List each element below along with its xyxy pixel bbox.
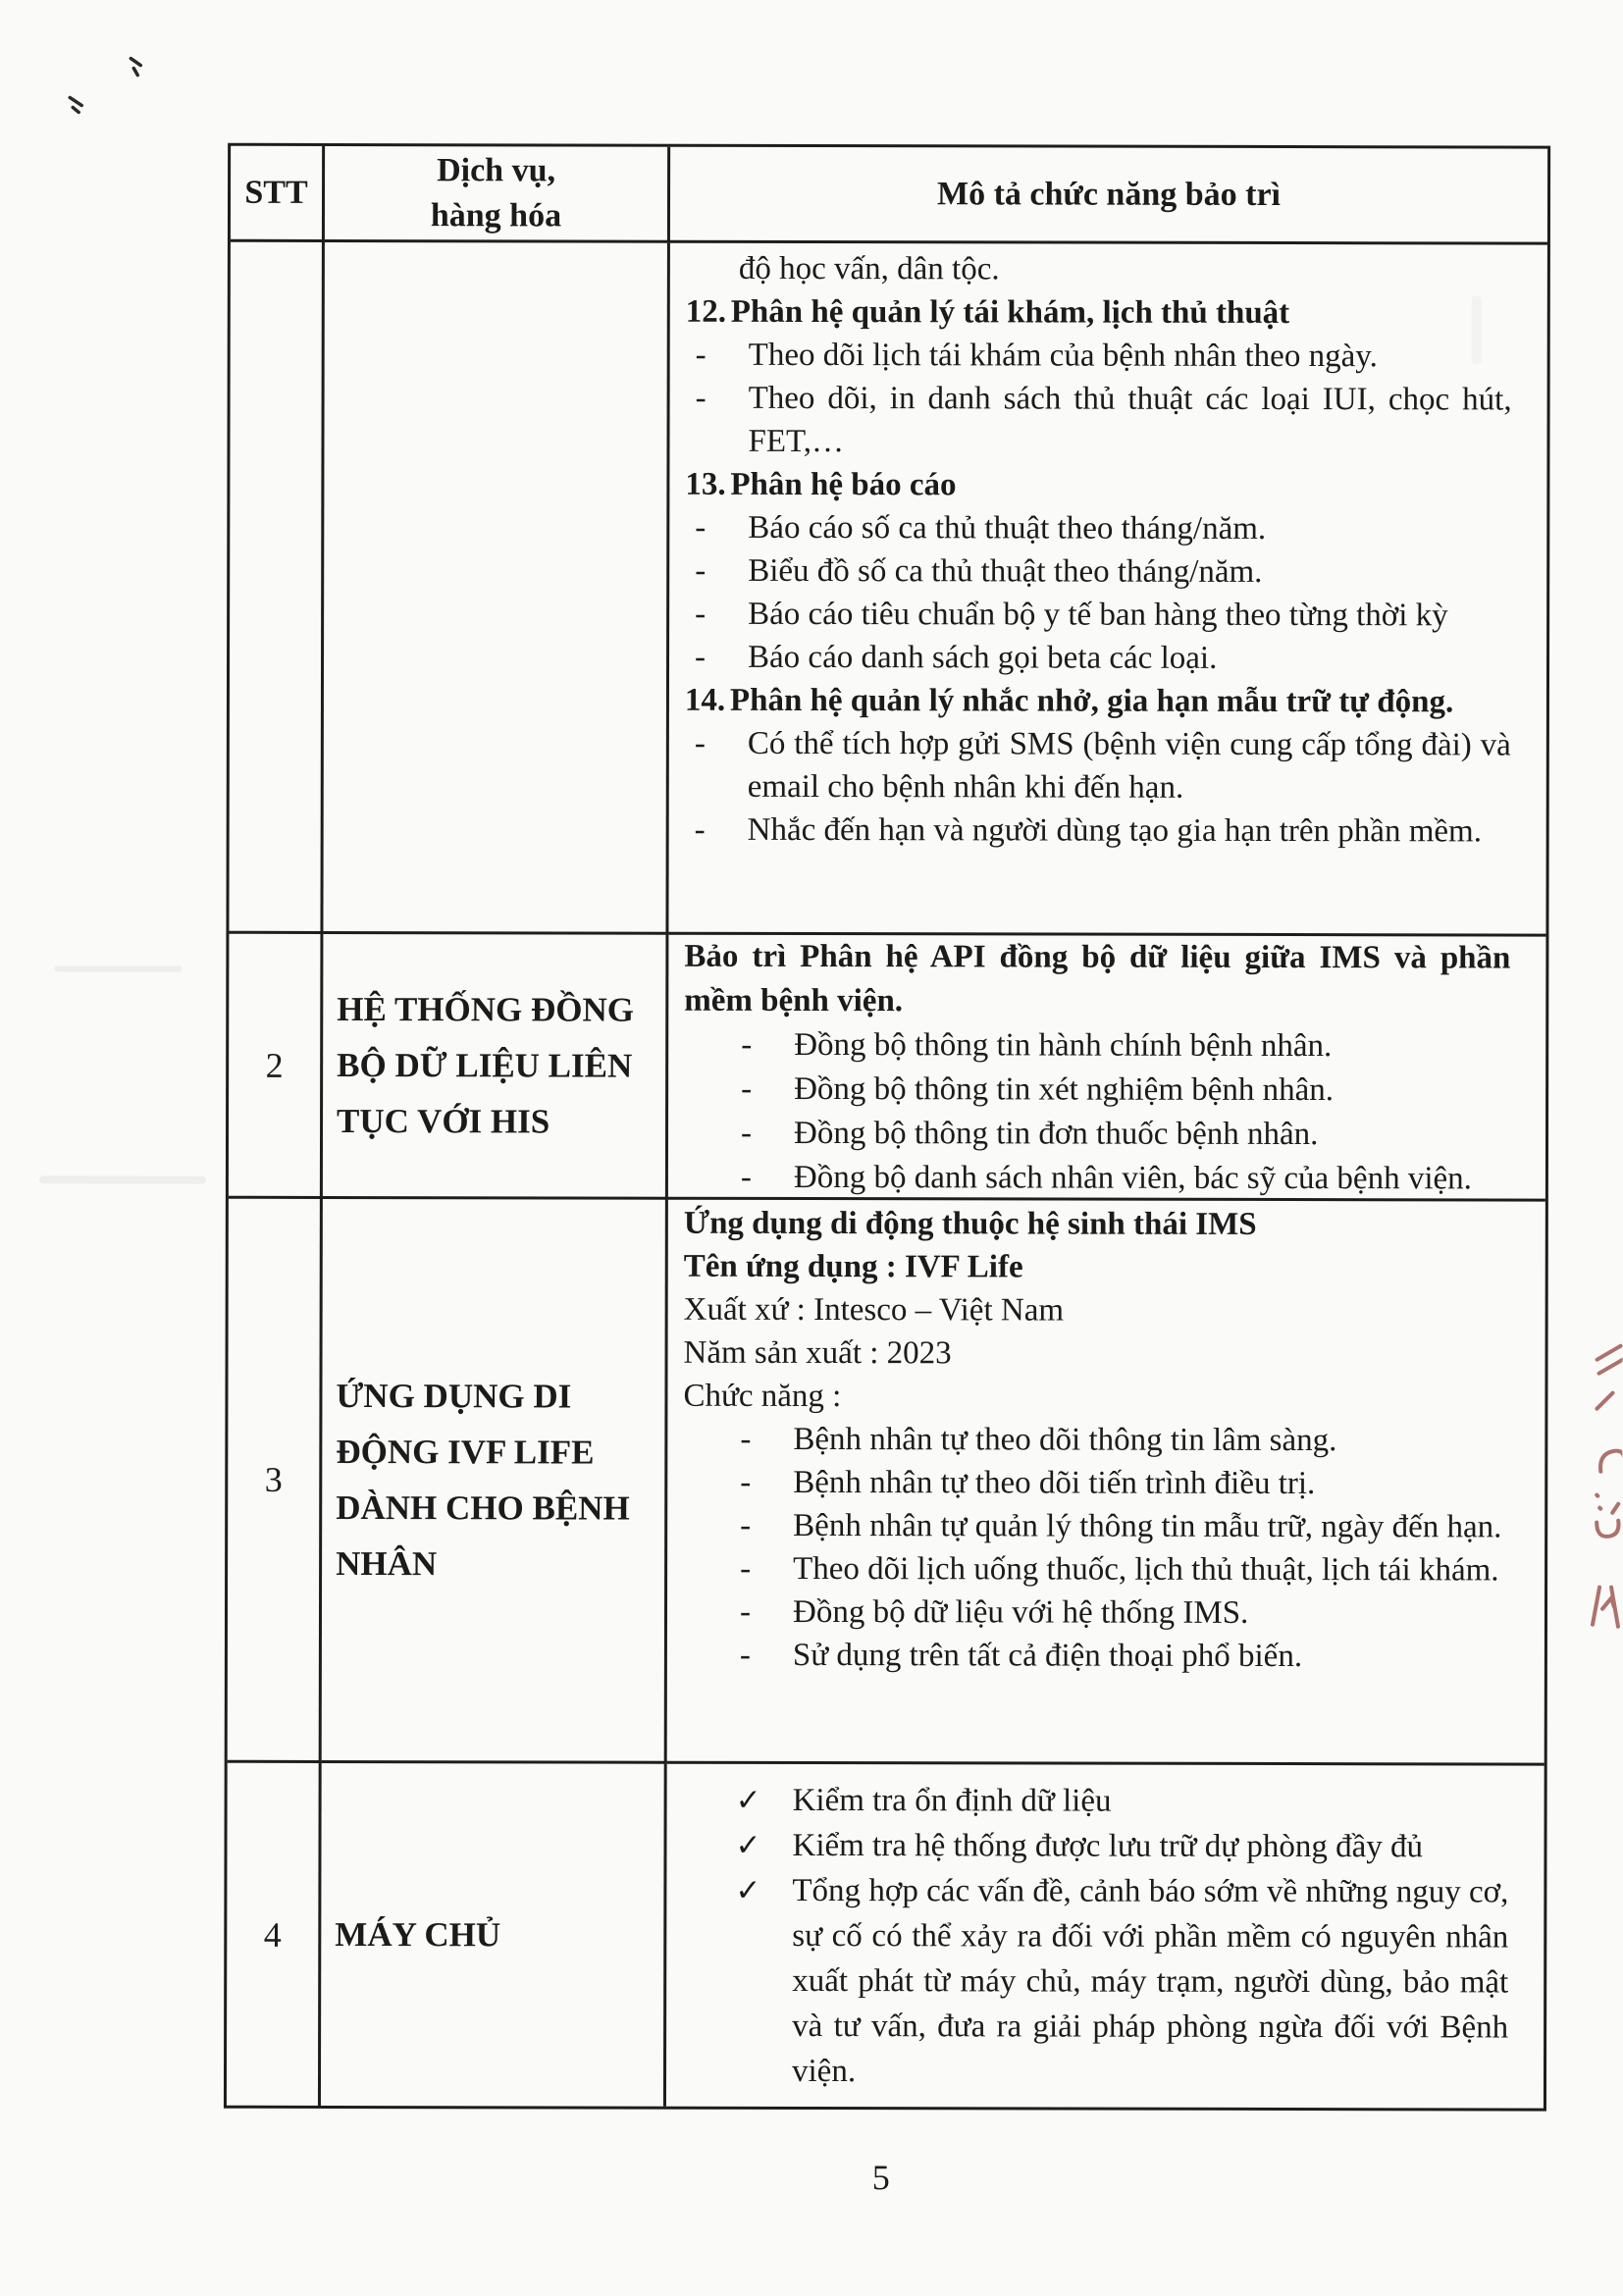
bullet-text: Nhắc đến hạn và người dùng tạo gia hạn trên phần mềm. [747,811,1483,850]
desc-check-item [682,1868,1508,2096]
row3-stt: 3 [264,1459,283,1499]
bullet-text: Báo cáo tiêu chuẩn bộ y tế ban hàng theo từng thời kỳ [748,596,1448,634]
maintenance-service-table [224,143,1550,2112]
dash-bullet-icon: - [694,811,706,848]
dash-bullet-icon: - [740,1507,752,1543]
check-item-text: Tổng hợp các vấn đề, cảnh báo sớm về những nguy cơ, sự cố có thể xảy ra đối với phần mềm có nguyên nhân xuất phát từ máy chủ, máy trạm, người dùng, bảo mật và tư vấn, đưa ra giải pháp phòng ngừa đối với Bệnh viện. [791,1872,1509,2090]
desc-line: độ học vấn, dân tộc. [738,250,1000,287]
bullet-text: Sử dụng trên tất cả điện thoại phổ biến. [792,1637,1303,1675]
desc-intro-line: Ứng dụng di động thuộc hệ sinh thái IMS [683,1205,1257,1242]
row2-stt-cell [229,934,324,1199]
dash-bullet-icon: - [740,1159,752,1195]
desc-intro-line: Xuất xứ : Intesco – Việt Nam [683,1291,1065,1329]
scan-speck [56,42,164,116]
desc-bullet [685,549,1511,595]
row2-service-cell [323,934,669,1200]
dash-bullet-icon: - [694,725,706,761]
desc-intro-line: Năm sản xuất : 2023 [683,1334,952,1372]
dash-bullet-icon: - [695,552,707,589]
col-header-service [325,146,670,243]
bullet-text: Biểu đồ số ca thủ thuật theo tháng/năm. [748,552,1263,590]
desc-bullet [683,1591,1509,1636]
bullet-text: Theo dõi lịch uống thuốc, lịch thủ thuật, lịch tái khám. [793,1550,1499,1589]
bullet-text: Bệnh nhân tự quản lý thông tin mẫu trữ, ngày đến hạn. [793,1507,1502,1545]
desc-bullet [685,636,1511,681]
desc-bullet [683,1418,1509,1463]
row1-service [338,587,660,588]
checkmark-icon: ✓ [735,1827,761,1862]
row1-service-cell [323,242,669,935]
check-item-text: Kiểm tra ổn định dữ liệu [792,1782,1112,1819]
bullet-text: Đồng bộ dữ liệu với hệ thống IMS. [792,1593,1249,1631]
desc-bullet [684,1023,1510,1070]
dash-bullet-icon: - [695,509,707,546]
heading-text: Phân hệ quản lý tái khám, lịch thủ thuật [730,293,1290,332]
service-name-line: MÁY CHỦ [335,1914,501,1955]
checkmark-icon: ✓ [735,1872,761,1907]
bullet-text: Báo cáo danh sách gọi beta các loại. [748,639,1218,676]
bullet-text: Đồng bộ thông tin hành chính bệnh nhân. [794,1026,1333,1065]
scan-smudge [1472,295,1482,364]
desc-bullet [685,809,1511,854]
dash-bullet-icon: - [695,639,707,675]
checkmark-icon: ✓ [735,1782,761,1817]
desc-heading [686,290,1512,336]
row4-stt: 4 [263,1914,282,1955]
heading-text: Phân hệ quản lý nhắc nhở, gia hạn mẫu trữ tự động. [729,682,1454,720]
dash-bullet-icon: - [740,1115,753,1151]
row4-description-cell [666,1764,1544,2109]
bullet-text: Theo dõi, in danh sách thủ thuật các loại IUI, chọc hút, FET,… [748,380,1512,460]
row2-stt: 2 [265,1045,284,1085]
desc-intro-line: Tên ứng dụng : IVF Life [683,1248,1023,1285]
dash-bullet-icon: - [739,1593,752,1630]
dash-bullet-icon: - [739,1637,751,1673]
dash-bullet-icon: - [695,380,707,416]
service-name-line: HỆ THỐNG ĐỒNG [337,989,635,1029]
desc-check-item [683,1778,1509,1825]
bullet-text: Đồng bộ danh sách nhân viên, bác sỹ của bệnh viện. [793,1159,1472,1197]
desc-bullet [685,593,1511,638]
bullet-text: Đồng bộ thông tin đơn thuốc bệnh nhân. [793,1115,1319,1153]
row1-description-cell [668,243,1546,937]
service-name-line: ỨNG DỤNG DI [336,1376,572,1416]
dash-bullet-icon: - [741,1026,753,1063]
desc-bullet [684,1068,1510,1114]
service-name-line: BỘ DỮ LIỆU LIÊN [337,1045,633,1085]
dash-bullet-icon: - [695,596,707,632]
col-header-description [670,147,1547,245]
row2-description-cell [668,935,1546,1202]
row3-stt-cell [228,1199,323,1763]
bullet-text: Bệnh nhân tự theo dõi thông tin lâm sàng. [793,1421,1337,1459]
desc-intro-line: Chức năng : [683,1378,842,1415]
scan-smudge [54,965,182,971]
desc-bullet [685,377,1511,465]
col-header-description-label: Mô tả chức năng bảo trì [936,175,1282,213]
bullet-text: Báo cáo số ca thủ thuật theo tháng/năm. [748,509,1267,547]
bullet-text: Bệnh nhân tự theo dõi tiến trình điều trị. [793,1464,1316,1502]
check-item-text: Kiểm tra hệ thống được lưu trữ dự phòng đầy đủ [792,1827,1424,1865]
desc-bullet [684,1156,1510,1202]
row1-stt-cell [229,242,324,934]
dash-bullet-icon: - [740,1550,752,1587]
dash-bullet-icon: - [740,1464,752,1500]
row4-stt-cell [227,1763,322,2106]
service-name-line: NHÂN [336,1543,438,1584]
dash-bullet-icon: - [695,337,707,373]
bullet-text: Đồng bộ thông tin xét nghiệm bệnh nhân. [794,1070,1335,1109]
dash-bullet-icon: - [741,1070,753,1107]
col-header-service-line2: hàng hóa [430,196,562,234]
item-number: 14. [684,682,726,718]
desc-heading [685,679,1511,724]
col-header-stt [231,146,325,242]
desc-bullet [684,1112,1510,1158]
desc-bullet [685,722,1511,810]
service-name-line: DÀNH CHO BỆNH [336,1487,630,1528]
desc-bullet [686,334,1512,379]
desc-check-item [682,1823,1508,1870]
desc-bullet [683,1634,1509,1679]
desc-heading [685,463,1511,508]
desc-bullet [683,1504,1509,1549]
pen-marks [1573,1329,1623,1643]
desc-bullet [685,506,1511,551]
service-name-line: TỤC VỚI HIS [337,1101,550,1141]
page-number: 5 [871,2158,890,2198]
row4-service-cell [321,1763,667,2107]
dash-bullet-icon: - [740,1421,752,1457]
desc-intro: Bảo trì Phân hệ API đồng bộ dữ liệu giữa IMS và phần mềm bệnh viện. [684,938,1511,1019]
desc-bullet [683,1461,1509,1506]
bullet-text: Theo dõi lịch tái khám của bệnh nhân theo ngày. [748,337,1378,375]
item-number: 12. [685,293,727,330]
row3-description-cell [667,1200,1545,1766]
col-header-stt-label: STT [244,174,308,211]
scan-smudge [39,1175,206,1183]
heading-text: Phân hệ báo cáo [730,466,957,503]
item-number: 13. [685,466,726,502]
service-name-line: ĐỘNG IVF LIFE [336,1432,595,1472]
row3-service-cell [322,1199,668,1764]
col-header-service-line1: Dịch vụ, [437,151,556,188]
desc-bullet [683,1547,1509,1592]
bullet-text: Có thể tích hợp gửi SMS (bệnh viện cung cấp tổng đài) và email cho bệnh nhân khi đến hạn. [747,725,1511,806]
